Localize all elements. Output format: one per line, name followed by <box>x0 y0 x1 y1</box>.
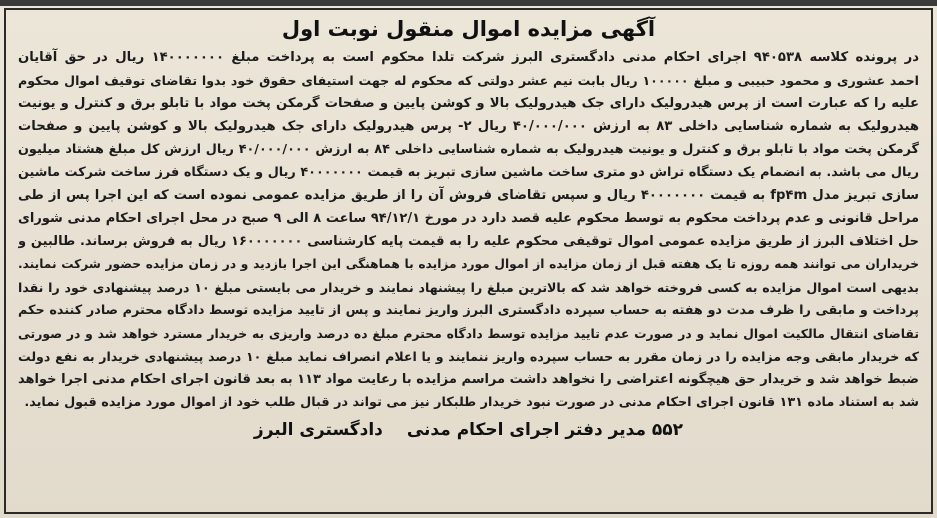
notice-title: آگهی مزایده اموال منقول نوبت اول <box>281 17 656 41</box>
notice-line: سازی تبریز مدل fp۴m به قیمت ۴۰۰۰۰۰۰۰ ریال و سپس تقاضای فروش آن را از طریق مزایده عمومی نموده است که این اجرا پس از طی <box>18 188 919 203</box>
notice-line: در پرونده کلاسه ۹۴۰۵۳۸ اجرای احکام مدنی دادگستری البرز شرکت تلدا محکوم است به پرداخت مبلغ ۱۴۰۰۰۰۰۰۰ ریال در حق آقایان <box>18 50 919 65</box>
notice-line: مراحل قانونی و عدم پرداخت محکوم به توسط محکوم علیه قصد دارد در مورخ ۹۴/۱۲/۱ ساعت ۸ الی ۹ صبح در محل اجرای احکام مدنی شورای <box>18 211 919 226</box>
notice-line: ضبط خواهد شد و خریدار حق هیچگونه اعتراضی را نخواهد داشت مراسم مزایده با رعایت مواد ۱۱۳ به بعد قانون اجرای احکام مدنی اجرا خواهد <box>18 372 919 387</box>
notice-line: احمد عشوری و محمود حبیبی و مبلغ ۱۰۰۰۰۰ ریال بابت نیم عشر دولتی که محکوم له جهت استیفای حقوق خود بدوا تقاضای توقیف اموال محکوم <box>18 73 919 88</box>
notice-line: گرمکن پخت مواد با تابلو برق و کنترل و یونیت هیدرولیک به شماره شناسایی داخلی ۸۴ به ارزش ۴۰/۰۰۰/۰۰۰ ریال ارزش کل مبلغ هشتاد میلیون <box>18 142 919 157</box>
notice-frame <box>4 8 933 514</box>
notice-signature <box>18 418 919 442</box>
notice-body <box>18 46 919 414</box>
notice-line: شد به استناد ماده ۱۳۱ قانون اجرای احکام مدنی در صورت نبود خریدار طلبکار نیز می تواند در قبال طلب خود از اموال مورد مزایده قبول نماید. <box>24 395 919 410</box>
top-rule <box>0 0 937 6</box>
signature-court: دادگستری البرز <box>253 420 383 440</box>
notice-line: تقاضای انتقال مالکیت اموال نماید و در صورت عدم تایید مزایده توسط دادگاه محترم مبلغ ده درصد واریزی به خریدار مسترد خواهد شد و در صورتی <box>18 326 919 341</box>
notice-line: خریداران می توانند همه روزه تا یک هفته قبل از زمان مزایده از اموال مورد مزایده با هماهنگی این اجرا بازدید و در زمان مزایده حضور شرکت نمایند. <box>18 257 919 271</box>
notice-line: ریال می باشد. به انضمام یک دستگاه تراش دو متری ساخت ماشین سازی تبریز به قیمت ۴۰۰۰۰۰۰۰ ریال و یک دستگاه فرز ساخت شرکت ماشین <box>18 165 919 180</box>
signature-office: ۵۵۲ مدیر دفتر اجرای احکام مدنی <box>406 420 684 440</box>
notice-line: که خریدار مابقی وجه مزایده را در زمان مقرر به حساب سپرده واریز ننمایند و یا اعلام انصراف نماید مبلغ ۱۰ درصد پیشنهادی خریدار به نفع دولت <box>18 349 919 364</box>
notice-line: پرداخت و مابقی را ظرف مدت دو هفته به حساب سپرده دادگستری البرز واریز نمایند و پس از تایید مزایده توسط دادگاه محترم صادر کننده حکم <box>18 303 919 318</box>
notice-line: علیه را که عبارت است از پرس هیدرولیک دارای جک هیدرولیک بالا و کوشن پایین و صفحات گرمکن پخت مواد با تابلو برق و کنترل و یونیت <box>18 96 919 111</box>
notice-line: بدیهی است اموال مزایده به کسی فروخته خواهد شد که بالاترین مبلغ را پیشنهاد نمایند و خریدار می بایستی مبلغ ۱۰ درصد پیشنهادی خود را نقدا <box>18 280 919 295</box>
notice-line: حل اختلاف البرز از طریق مزایده عمومی اموال توقیفی محکوم علیه را به قیمت پایه کارشناسی ۱۶۰۰۰۰۰۰۰ ریال به فروش برساند. طالبین و <box>18 234 919 249</box>
notice-line: هیدرولیک به شماره شناسایی داخلی ۸۳ به ارزش ۴۰/۰۰۰/۰۰۰ ریال ۲- پرس هیدرولیک دارای جک هیدرولیک بالا و کوشن پایین و صفحات <box>18 119 919 134</box>
